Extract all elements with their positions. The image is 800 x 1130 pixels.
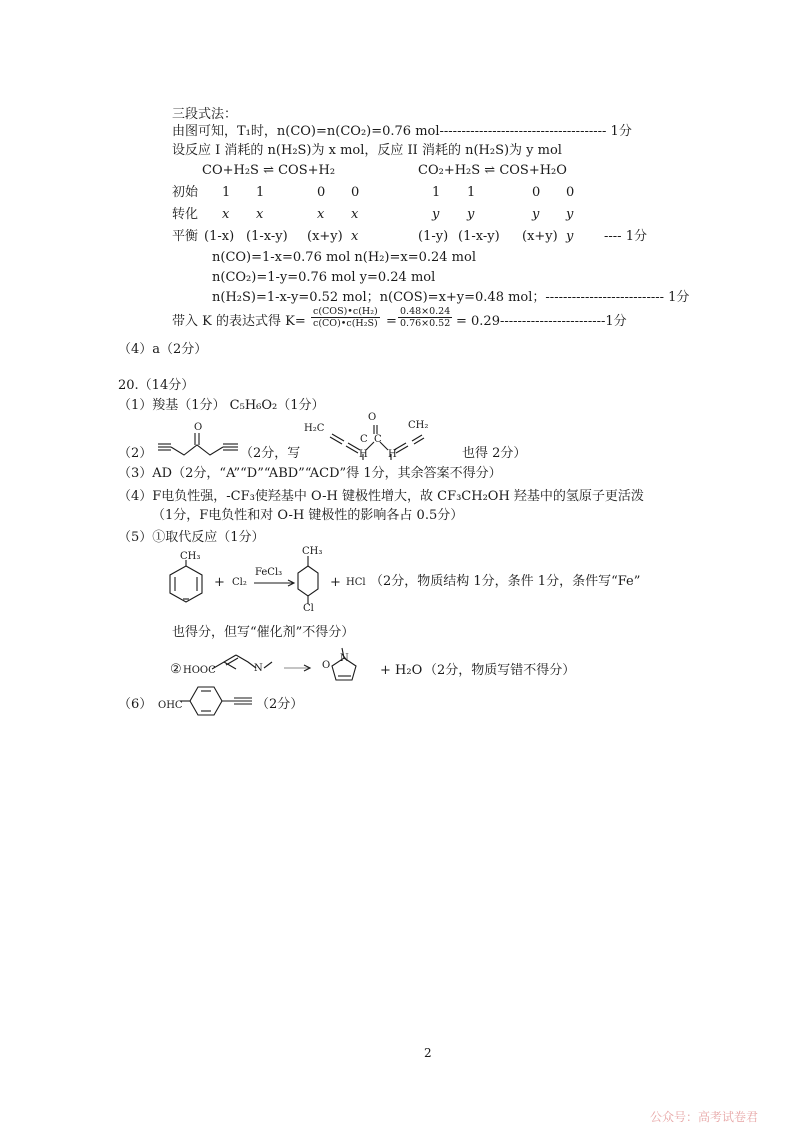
cell: y — [467, 207, 475, 222]
toluene-ch3-label: CH₃ — [180, 551, 201, 562]
k-result: = 0.29------------------------1分 — [456, 314, 627, 329]
q4-answer: （4）a（2分） — [118, 342, 208, 357]
method-title: 三段式法： — [172, 107, 238, 122]
k-value-denominator: 0.76×0.52 — [400, 318, 451, 329]
cell: (x+y) — [522, 229, 558, 244]
score: ---- 1分 — [604, 229, 647, 244]
toluene-ring — [166, 560, 206, 604]
pyrrolone-ring — [330, 644, 380, 684]
cell: 0 — [566, 185, 575, 200]
q20-2-end: 也得 2分） — [462, 446, 527, 461]
cell: (x+y) — [307, 229, 343, 244]
q20-heading: 20.（14分） — [118, 378, 195, 393]
ethynylbenzaldehyde-structure — [180, 682, 260, 720]
fecl3-label: FeCl₃ — [255, 567, 283, 578]
product-ch3-label: CH₃ — [302, 546, 323, 557]
cell: 1 — [256, 185, 265, 200]
cell: y — [432, 207, 440, 222]
q20-2-mid: （2分，写 — [240, 446, 301, 461]
watermark: 公众号：高考试卷君 — [650, 1110, 759, 1124]
q20-6-note: （2分） — [256, 697, 304, 712]
cell: (1-y) — [418, 229, 449, 244]
ring-nitrogen: N — [340, 653, 349, 664]
q20-1: （1）羧基（1分） C₅H₆O₂（1分） — [118, 398, 325, 413]
k-denominator: c(CO)•c(H₂S) — [313, 318, 378, 329]
nitrogen-label: N — [254, 663, 263, 674]
q20-4-line1: （4）F电负性强，-CF₃使羟基中 O-H 键极性增大，故 CF₃CH₂OH 羟基中的氢原子更活泼 — [118, 489, 644, 504]
k-value-fraction — [398, 306, 452, 329]
cell: x — [351, 207, 359, 222]
k-prefix: 带入 K 的表达式得 K= — [172, 314, 306, 329]
label-h-2: H — [388, 449, 397, 460]
calc-line-1: n(CO)=1-x=0.76 mol n(H₂)=x=0.24 mol — [212, 250, 476, 265]
cell: 0 — [351, 185, 360, 200]
row-initial-label: 初始 — [172, 185, 199, 200]
cell: x — [256, 207, 264, 222]
k-equals: = — [386, 314, 397, 329]
cell: x — [317, 207, 325, 222]
cell: (1-x-y) — [246, 229, 288, 244]
r5b-note: （2分，物质写错不得分） — [424, 663, 576, 678]
lactam-oxygen: O — [322, 660, 331, 671]
chlorine-label: Cl — [303, 603, 314, 614]
cell: 1 — [222, 185, 231, 200]
cell: 0 — [317, 185, 326, 200]
assume-line: 设反应 I 消耗的 n(H₂S)为 x mol，反应 II 消耗的 n(H₂S)为 y mol — [172, 143, 562, 158]
ohc-label: OHC — [158, 700, 183, 711]
label-c-1: C — [360, 434, 368, 445]
reaction-arrow — [254, 580, 298, 588]
reaction-1: CO+H₂S ⇌ COS+H₂ — [202, 163, 336, 178]
r5-note-2: 也得分，但写“催化剂”不得分） — [172, 625, 355, 640]
q20-3: （3）AD（2分，“A”“D”“ABD”“ACD”得 1分，其余答案不得分） — [118, 466, 502, 481]
label-c-2: C — [374, 434, 382, 445]
r5-note: （2分，物质结构 1分，条件 1分，条件写“Fe” — [370, 574, 641, 589]
q20-5: （5）①取代反应（1分） — [118, 530, 265, 545]
reaction-2: CO₂+H₂S ⇌ COS+H₂O — [418, 163, 567, 178]
cell: 1 — [467, 185, 476, 200]
label-o: O — [368, 412, 377, 423]
calc-line-2: n(CO₂)=1-y=0.76 mol y=0.24 mol — [212, 270, 436, 285]
cl2-label: Cl₂ — [232, 577, 247, 588]
cell: (1-x-y) — [458, 229, 500, 244]
label-h-1: H — [359, 449, 368, 460]
graph-line: 由图可知，T₁时，n(CO)=n(CO₂)=0.76 mol-------------------------------------- 1分 — [172, 124, 632, 139]
q20-2-prefix: （2） — [118, 446, 153, 461]
amino-acid-structure — [212, 650, 332, 680]
cell: x — [351, 229, 359, 244]
hcl-label: HCl — [346, 577, 366, 588]
k-expression-fraction — [311, 306, 380, 329]
plus: + — [214, 575, 225, 590]
cell: (1-x) — [204, 229, 235, 244]
label-ch2: CH₂ — [408, 420, 429, 431]
q20-4-line2: （1分，F电负性和对 O-H 键极性的影响各占 0.5分） — [152, 508, 464, 523]
hooc-label: HOOC — [183, 665, 216, 676]
cell: 1 — [432, 185, 441, 200]
cell: y — [566, 229, 574, 244]
r5b-prefix: ② — [170, 662, 182, 677]
k-numerator: c(COS)•c(H₂) — [313, 306, 378, 317]
plus-2: + — [330, 575, 341, 590]
cell: 0 — [532, 185, 541, 200]
ketone-oxygen: O — [194, 422, 203, 433]
cell: y — [532, 207, 540, 222]
water-product: + H₂O — [380, 663, 423, 678]
k-value-numerator: 0.48×0.24 — [400, 306, 451, 317]
cell: x — [222, 207, 230, 222]
row-equilibrium-label: 平衡 — [172, 229, 199, 244]
label-h2c: H₂C — [304, 423, 325, 434]
page-number: 2 — [424, 1046, 432, 1060]
row-change-label: 转化 — [172, 207, 199, 222]
q20-6-prefix: （6） — [118, 697, 153, 712]
calc-line-3: n(H₂S)=1-x-y=0.52 mol；n(COS)=x+y=0.48 mol；--------------------------- 1分 — [212, 290, 690, 305]
cell: y — [566, 207, 574, 222]
